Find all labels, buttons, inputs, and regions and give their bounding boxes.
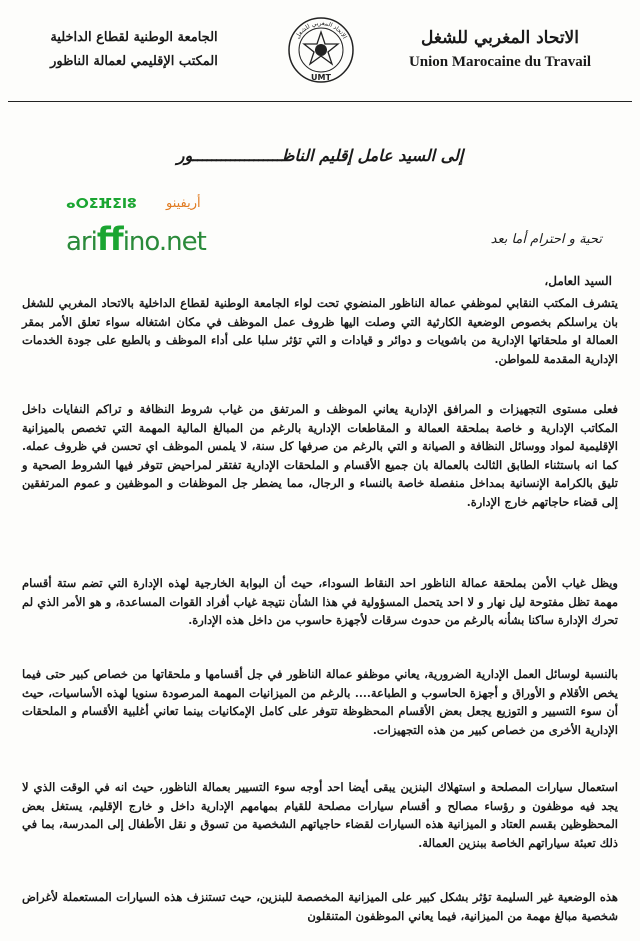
umt-logo [286,10,356,90]
letter-salutation: السيد العامل، [544,274,612,288]
logo-arc-text: الاتحاد المغربي للشغل [294,19,348,41]
provincial-office-name: المكتب الإقليمي لعمالة الناظور [50,54,218,69]
header-divider [8,101,632,102]
letter-paragraph: يتشرف المكتب النقابي لموظفي عمالة الناظور المنضوي تحت لواء الجامعة الوطنية لقطاع الداخلية بالاتحاد المغربي للشغل بان يراسلكم بخصوص الوضعية الكارثية التي وصلت اليها ظروف عمل الموظف في مكان اشتغاله سواء تعلق الأمر بمقر العمالة او ملحقاتها الإدارية من باشويات و دوائر و قيادات و التي تؤثر سلبا على أداء الموظف و بالطبع على جودة الخدمات الإدارية المقدمة للمواطن. [22,296,618,366]
federation-name: الجامعة الوطنية لقطاع الداخلية [50,30,218,45]
watermark-amazigh: ⴰⵔⵉⴼⵉⵏⵓ [66,196,137,212]
letter-paragraph: ويظل غياب الأمن بملحقة عمالة الناظور احد النقاط السوداء، حيث أن البوابة الخارجية لهذه الإدارة التي تضم ستة أقسام مهمة تظل مفتوحة ليل نهار و لا احد يتحمل المسؤولية في هذا الشأن نتيجة غياب أفراد القوات المساعدة، و هو الأمر الذي لم تحرك الإدارة ساكنا بشأنه بالرغم من حدوث سرقات لأجهزة حاسوب من داخل هذه الإدارة. [22,576,618,627]
union-header [390,28,610,71]
svg-text:الاتحاد المغربي للشغل [294,20,348,40]
union-name-french: Union Marocaine du Travail [408,54,592,70]
logo-umt-text: UMT [311,73,331,82]
letter-paragraph: استعمال سيارات المصلحة و استهلاك البنزين يبقى أيضا احد أوجه سوء التسيير بعمالة الناظور، حيث انه في الوقت الذي لا يجد فيه موظفون و رؤساء مصالح و أقسام سيارات مصلحة للقيام بمهامهم الإدارية داخل و خارج الإقليم، يستغل بعض المحظوظين بقسم العتاد و الميزانية هذه السيارات لقضاء حاجياتهم الشخصية من تسوق و نقل الأطفال إلى المدرسة، بما في ذلك تعبئة سياراتهم الخاصة ببنزين العمالة. [22,780,618,850]
union-name-arabic: الاتحاد المغربي للشغل [421,28,579,48]
watermark-latin: ariffino.net [66,220,206,258]
arifino-watermark [66,196,216,266]
letter-addressee: إلى السيد عامل إقليم الناظـــــــــــــــــــور [176,146,464,165]
letter-paragraph: هذه الوضعية غير السليمة تؤثر بشكل كبير على الميزانية المخصصة للبنزين، حيث تستنزف هذه السيارات المستعملة لأغراض شخصية مبالغ مهمة من الميزانية، فيما يعاني الموظفون المتنقلون [22,890,618,923]
letter-paragraph: فعلى مستوى التجهيزات و المرافق الإدارية يعاني الموظف و المرتفق من غياب شروط النظافة و تراكم النفايات داخل المكاتب الإدارية و خاصة بملحقة العمالة و المقاطعات الإدارية بالرغم من المبالغ المالية المهمة التي تخصص بالميزانية الإقليمية لمواد ووسائل النظافة و الصيانة و التي بالرغم من صرفها كل سنة، لا يلمس الموظف اي تحسن في ظروف عمله. كما انه باستثناء الطابق الثالث بالعمالة بان جميع الأقسام و الملحقات الإدارية تفتقر لمراحيض تتوفر فيها الشروط الصحية و تليق بالكرامة الإنسانية بمداخل منفصلة خاصة بالنساء و الرجال، مما يضطر جل الموظفات و الموظفين و عموم المرتفقين إلى قضاء حاجاتهم خارج الإدارة. [22,402,618,509]
watermark-arabic: أريفينو [166,196,201,211]
letter-paragraph: بالنسبة لوسائل العمل الإدارية الضرورية، يعاني موظفو عمالة الناظور في جل أقسامها و ملحقاتها من خصاص كبير حتى فيما يخص الأقلام و الأوراق و أجهزة الحاسوب و الطباعة.... بالرغم من الميزانيات المهمة المرصودة سنويا لهذه الأساسيات، حيث أن سوء التسيير و التوزيع يجعل بعض الأقسام المحظوظة تتوفر على كامل الإمكانيات بينما تعاني أغلبية الأقسام و الملحقات الإدارية الأخرى من خصاص كبير من هذه التجهيزات. [22,667,618,737]
letter-greeting: تحية و احترام أما بعد [490,232,602,247]
federation-header [24,26,244,74]
